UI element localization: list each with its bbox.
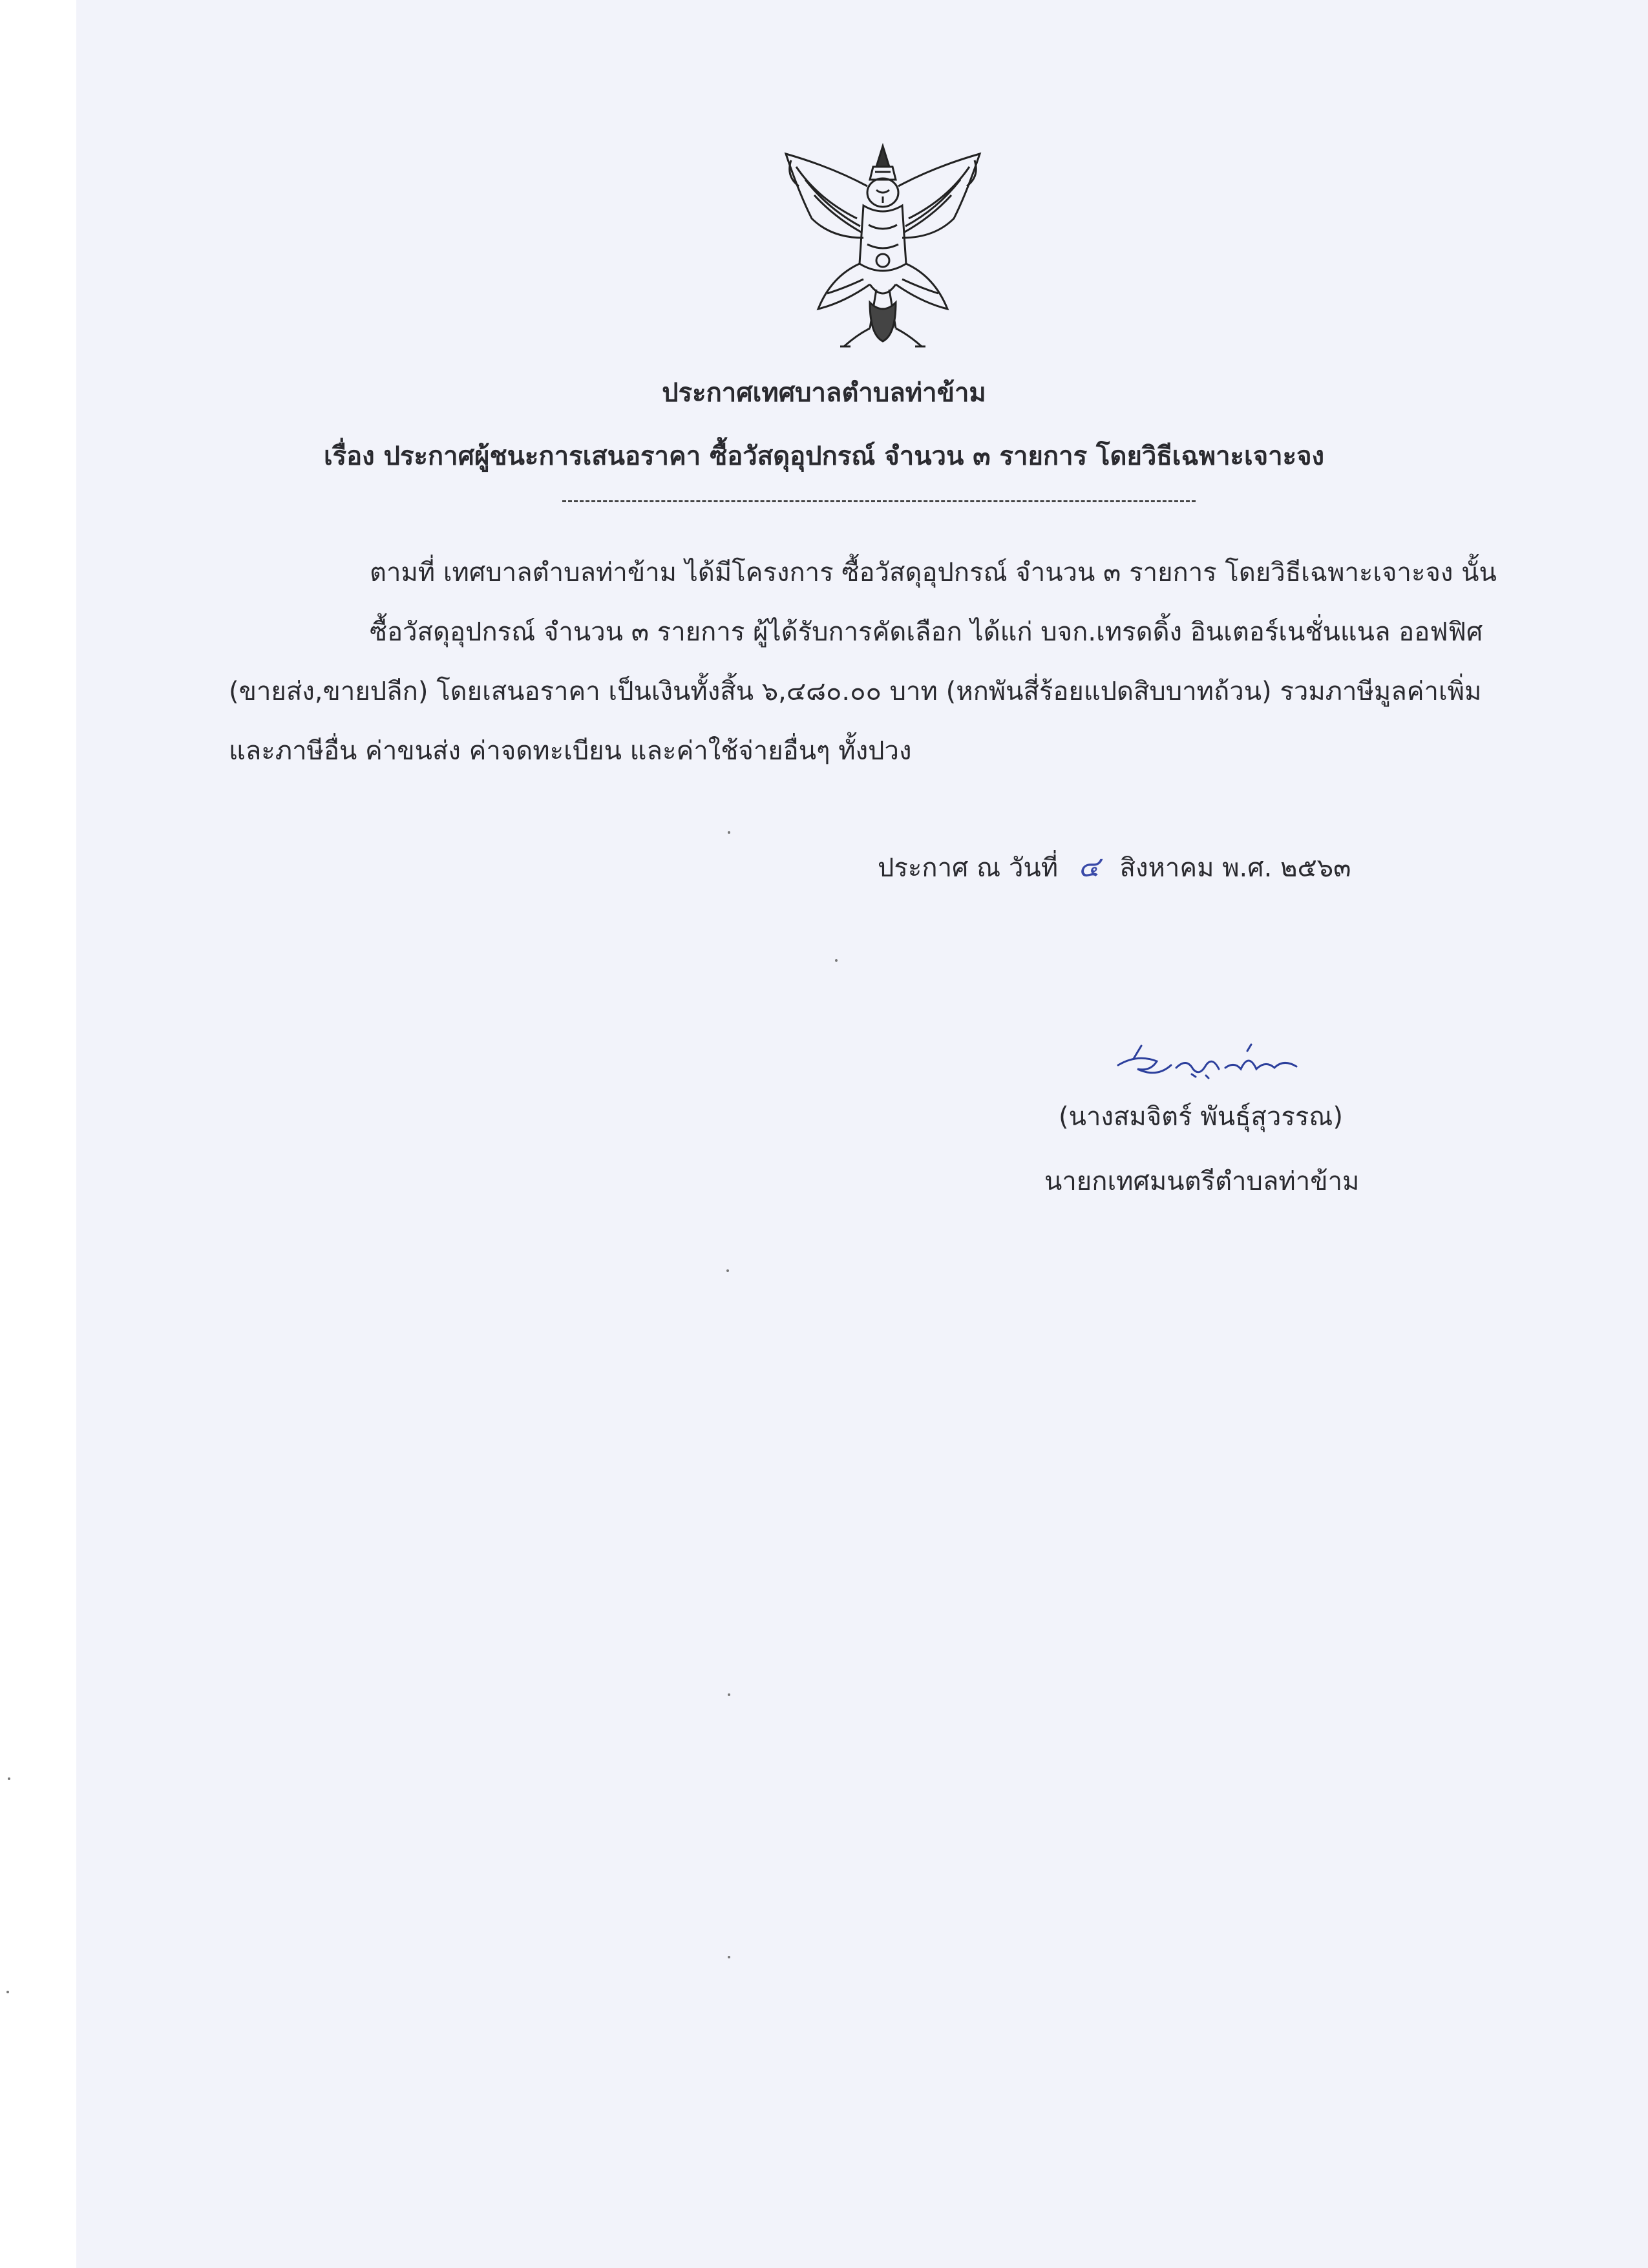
announcement-title: ประกาศเทศบาลตำบลท่าข้าม [662,378,986,408]
dashed-divider [562,500,1196,502]
garuda-emblem-icon [773,141,993,361]
scan-speck [835,959,838,962]
scan-speck [6,1991,9,1993]
scan-speck [726,1269,729,1272]
date-day-handwritten: ๔ [1078,851,1100,884]
body-line-2: ซื้อวัสดุอุปกรณ์ จำนวน ๓ รายการ ผู้ได้รับการคัดเลือก ได้แก่ บจก.เทรดดิ้ง อินเตอร์เนชั่นแนล ออฟฟิศ [370,617,1483,647]
body-line-4: และภาษีอื่น ค่าขนส่ง ค่าจดทะเบียน และค่าใช้จ่ายอื่นๆ ทั้งปวง [229,736,912,766]
body-line-3: (ขายส่ง,ขายปลีก) โดยเสนอราคา เป็นเงินทั้งสิ้น ๖,๔๘๐.๐๐ บาท (หกพันสี่ร้อยแปดสิบบาทถ้วน) รวมภาษีมูลค่าเพิ่ม [229,677,1482,706]
signer-name: (นางสมจิตร์ พันธุ์สุวรรณ) [1059,1102,1344,1132]
date-prefix: ประกาศ ณ วันที่ [878,853,1059,883]
body-line-1: ตามที่ เทศบาลตำบลท่าข้าม ได้มีโครงการ ซื้อวัสดุอุปกรณ์ จำนวน ๓ รายการ โดยวิธีเฉพาะเจาะจง นั้น [370,558,1497,588]
scan-margin [0,0,76,2268]
scan-speck [728,1956,730,1958]
announcement-subject: เรื่อง ประกาศผู้ชนะการเสนอราคา ซื้อวัสดุอุปกรณ์ จำนวน ๓ รายการ โดยวิธีเฉพาะเจาะจง [323,441,1325,471]
scan-speck [728,831,730,834]
signer-position: นายกเทศมนตรีตำบลท่าข้าม [1044,1167,1360,1196]
handwritten-signature [1112,1039,1305,1091]
date-month-year: สิงหาคม พ.ศ. ๒๕๖๓ [1119,853,1351,883]
scan-speck [8,1777,10,1780]
scan-speck [728,1693,730,1696]
announcement-date [878,849,1351,886]
